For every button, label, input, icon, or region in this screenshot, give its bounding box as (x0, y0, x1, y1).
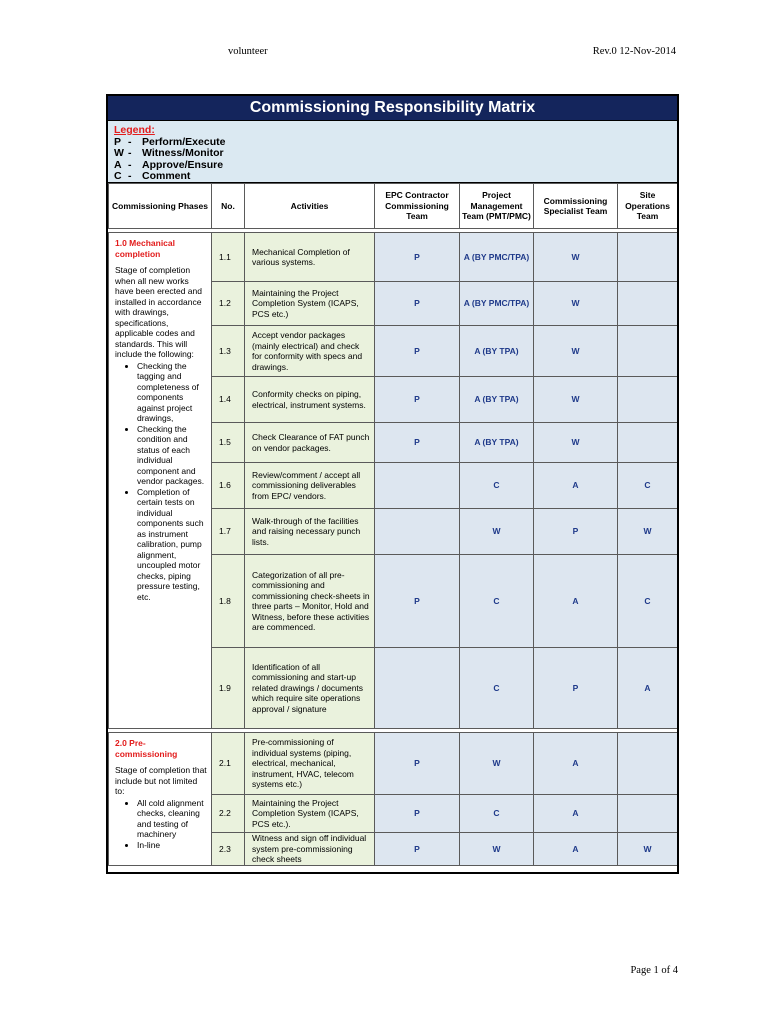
specialist-code: A (534, 833, 618, 866)
activity-text: Maintaining the Project Completion System (ICAPS, PCS etc.). (245, 795, 375, 833)
legend-item (114, 171, 677, 183)
phase-bullet: • In-line (137, 840, 207, 851)
legend-separator: - (128, 147, 132, 159)
activity-text: Review/comment / accept all commissioning deliverables from EPC/ vendors. (245, 463, 375, 509)
site-code: W (618, 509, 678, 555)
legend-title: Legend: (114, 124, 155, 136)
phase-title: 2.0 Pre-commissioning (115, 738, 178, 759)
col-no: No. (212, 184, 245, 229)
activity-number: 1.2 (212, 282, 245, 326)
phase-cell (109, 233, 212, 729)
activity-text: Mechanical Completion of various systems. (245, 233, 375, 282)
epc-code (375, 509, 460, 555)
activity-text: Categorization of all pre-commissioning and commissioning check-sheets in three parts – Monitor, Hold and Witness, before these activities are commenced. (245, 555, 375, 648)
site-code: C (618, 555, 678, 648)
header-right: Rev.0 12-Nov-2014 (592, 46, 676, 57)
site-code (618, 423, 678, 463)
header-left: volunteer (228, 46, 268, 57)
site-code: W (618, 833, 678, 866)
column-header-row (109, 184, 678, 229)
col-specialist: Commissioning Specialist Team (534, 184, 618, 229)
phase-bullet: • Checking the tagging and completeness of components against project drawings, (137, 361, 207, 424)
specialist-code: W (534, 233, 618, 282)
specialist-code: W (534, 326, 618, 377)
pmt-code: C (460, 795, 534, 833)
activity-number: 2.3 (212, 833, 245, 866)
activity-text: Witness and sign off individual system pre-commissioning check sheets (245, 833, 375, 866)
legend-text: Perform/Execute (142, 135, 226, 148)
specialist-code: W (534, 282, 618, 326)
legend-text: Witness/Monitor (142, 147, 224, 159)
pmt-code: A (BY PMC/TPA) (460, 233, 534, 282)
pmt-code: W (460, 509, 534, 555)
activity-number: 1.9 (212, 648, 245, 729)
col-activities: Activities (245, 184, 375, 229)
pmt-code: W (460, 733, 534, 795)
legend-code: A (114, 158, 122, 171)
activity-number: 1.4 (212, 377, 245, 423)
activity-number: 1.7 (212, 509, 245, 555)
specialist-code: W (534, 423, 618, 463)
legend (108, 121, 677, 183)
activity-text: Accept vendor packages (mainly electrical) and check for conformity with specs and drawings. (245, 326, 375, 377)
pmt-code: C (460, 555, 534, 648)
page-number: Page 1 of 4 (630, 965, 678, 976)
activity-text: Walk-through of the facilities and raising necessary punch lists. (245, 509, 375, 555)
phase-bullet: • Completion of certain tests on individual components such as instrument calibration, pump alignment, uncoupled motor checks, piping pressure testing, etc. (137, 487, 207, 603)
epc-code (375, 463, 460, 509)
activity-text: Identification of all commissioning and start-up related drawings / documents which require site operations approval / signature (245, 648, 375, 729)
table-row (109, 233, 678, 282)
phase-description: Stage of completion when all new works have been erected and installed in accordance with drawings, specifications, applicable codes and standards. This will include the following: (115, 265, 202, 359)
activity-number: 1.3 (212, 326, 245, 377)
activity-number: 1.5 (212, 423, 245, 463)
phase-cell (109, 733, 212, 866)
legend-separator: - (128, 170, 132, 182)
phase-bullet-list (115, 361, 207, 603)
specialist-code: A (534, 555, 618, 648)
phase-description: Stage of completion that include but not limited to: (115, 765, 207, 796)
col-epc: EPC Contractor Commissioning Team (375, 184, 460, 229)
activity-number: 2.2 (212, 795, 245, 833)
specialist-code: A (534, 463, 618, 509)
col-pmt: Project Management Team (PMT/PMC) (460, 184, 534, 229)
epc-code: P (375, 733, 460, 795)
activity-text: Conformity checks on piping, electrical, instrument systems. (245, 377, 375, 423)
activity-text: Pre-commissioning of individual systems (piping, electrical, mechanical, instrument, HVAC, telecom systems etc.) (245, 733, 375, 795)
activity-text: Maintaining the Project Completion System (ICAPS, PCS etc.) (245, 282, 375, 326)
pmt-code: A (BY TPA) (460, 377, 534, 423)
site-code (618, 282, 678, 326)
col-site: Site Operations Team (618, 184, 678, 229)
legend-text: Comment (142, 170, 191, 182)
pmt-code: A (BY TPA) (460, 326, 534, 377)
specialist-code: P (534, 509, 618, 555)
legend-item (114, 160, 677, 172)
legend-code: P (114, 135, 122, 148)
legend-item (114, 148, 677, 160)
phase-title: 1.0 Mechanical completion (115, 238, 176, 259)
legend-separator: - (128, 135, 132, 148)
pmt-code: W (460, 833, 534, 866)
epc-code: P (375, 326, 460, 377)
responsibility-matrix (106, 94, 679, 874)
pmt-code: C (460, 648, 534, 729)
epc-code (375, 648, 460, 729)
site-code: A (618, 648, 678, 729)
matrix-table (108, 183, 678, 866)
epc-code: P (375, 795, 460, 833)
legend-code: W (114, 147, 124, 159)
specialist-code: W (534, 377, 618, 423)
activity-number: 2.1 (212, 733, 245, 795)
epc-code: P (375, 423, 460, 463)
activity-number: 1.1 (212, 233, 245, 282)
specialist-code: P (534, 648, 618, 729)
epc-code: P (375, 555, 460, 648)
phase-bullet-list (115, 798, 207, 851)
legend-code: C (114, 170, 122, 182)
col-phase: Commissioning Phases (109, 184, 212, 229)
epc-code: P (375, 282, 460, 326)
pmt-code: C (460, 463, 534, 509)
site-code (618, 377, 678, 423)
site-code (618, 795, 678, 833)
legend-separator: - (128, 158, 132, 171)
pmt-code: A (BY PMC/TPA) (460, 282, 534, 326)
site-code: C (618, 463, 678, 509)
matrix-title: Commissioning Responsibility Matrix (108, 96, 677, 121)
phase-bullet: • Checking the condition and status of each individual component and vendor packages. (137, 424, 207, 487)
epc-code: P (375, 377, 460, 423)
activity-number: 1.8 (212, 555, 245, 648)
table-row (109, 733, 678, 795)
pmt-code: A (BY TPA) (460, 423, 534, 463)
phase-bullet: • All cold alignment checks, cleaning and testing of machinery (137, 798, 207, 840)
activity-number: 1.6 (212, 463, 245, 509)
site-code (618, 733, 678, 795)
site-code (618, 233, 678, 282)
activity-text: Check Clearance of FAT punch on vendor packages. (245, 423, 375, 463)
legend-text: Approve/Ensure (142, 158, 224, 171)
epc-code: P (375, 233, 460, 282)
site-code (618, 326, 678, 377)
specialist-code: A (534, 733, 618, 795)
specialist-code: A (534, 795, 618, 833)
epc-code: P (375, 833, 460, 866)
